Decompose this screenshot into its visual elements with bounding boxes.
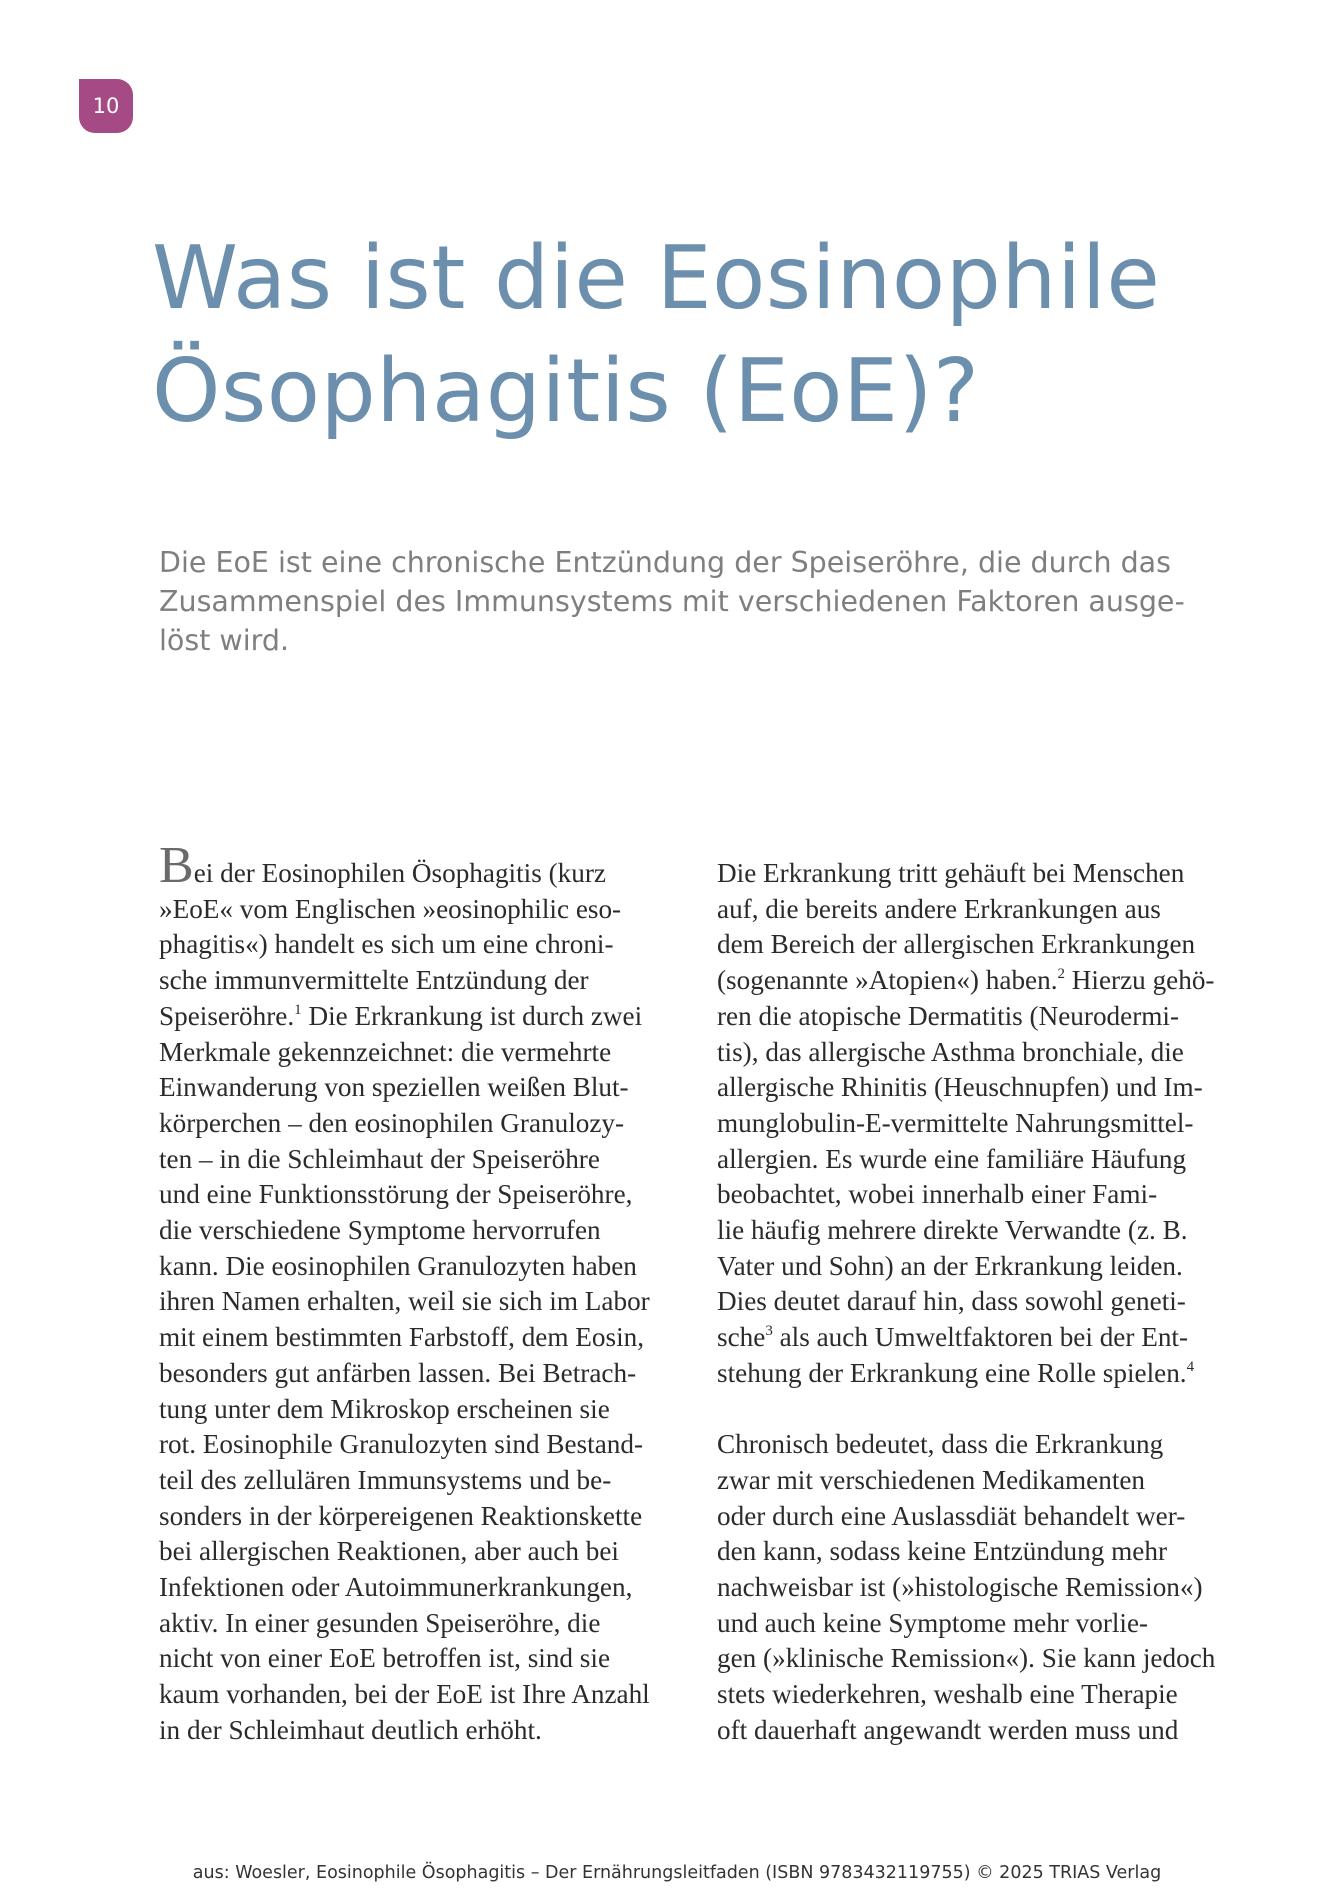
body-line: Einwanderung von speziellen weißen Blut- bbox=[159, 1072, 629, 1103]
body-line: nicht von einer EoE betroffen ist, sind sie bbox=[159, 1643, 611, 1674]
body-line: Bei der Eosinophilen Ösophagitis (kurz bbox=[159, 837, 606, 894]
body-line: auf, die bereits andere Erkrankungen aus bbox=[717, 893, 1161, 924]
body-line: stehung der Erkrankung eine Rolle spielen.$^4$ bbox=[717, 1357, 1195, 1388]
body-line: kaum vorhanden, bei der EoE ist Ihre Anzahl bbox=[159, 1679, 650, 1710]
page-number-badge: 10 bbox=[79, 79, 133, 133]
body-line: mit einem bestimmten Farbstoff, dem Eosin, bbox=[159, 1322, 645, 1353]
body-line: ren die atopische Dermatitis (Neurodermi- bbox=[717, 1000, 1180, 1031]
body-line: sche$^3$ als auch Umweltfaktoren bei der Ent- bbox=[717, 1322, 1189, 1353]
body-line: (sogenannte »Atopien«) haben.$^2$ Hierzu gehö- bbox=[717, 965, 1215, 996]
page-title bbox=[152, 222, 1252, 448]
body-line: stets wiederkehren, weshalb eine Therapie bbox=[717, 1679, 1178, 1710]
body-line: Dies deutet darauf hin, dass sowohl geneti- bbox=[717, 1286, 1186, 1317]
paragraph-gap bbox=[717, 1392, 1237, 1428]
body-line: in der Schleimhaut deutlich erhöht. bbox=[159, 1714, 542, 1745]
body-line: munglobulin-E-vermittelte Nahrungsmittel- bbox=[717, 1107, 1194, 1138]
body-line: »EoE« vom Englischen »eosinophilic eso- bbox=[159, 893, 622, 924]
body-line: Chronisch bedeutet, dass die Erkrankung bbox=[717, 1429, 1164, 1460]
body-line: gen (»klinische Remission«). Sie kann jedoch bbox=[717, 1643, 1216, 1674]
lead-paragraph bbox=[159, 543, 1219, 660]
body-line: ihren Namen erhalten, weil sie sich im Labor bbox=[159, 1286, 650, 1317]
body-line: besonders gut anfärben lassen. Bei Betrach- bbox=[159, 1357, 637, 1388]
body-line: Infektionen oder Autoimmunerkrankungen, bbox=[159, 1572, 633, 1603]
title-line-1: Was ist die Eosinophile bbox=[152, 227, 1161, 329]
lead-line-3: löst wird. bbox=[159, 624, 290, 657]
footnote-ref: 4 bbox=[1186, 1358, 1195, 1375]
body-line: tis), das allergische Asthma bronchiale, die bbox=[717, 1036, 1184, 1067]
body-line: Vater und Sohn) an der Erkrankung leiden. bbox=[717, 1250, 1183, 1281]
body-line: dem Bereich der allergischen Erkrankungen bbox=[717, 929, 1196, 960]
lead-line-1: Die EoE ist eine chronische Entzündung der Speiseröhre, die durch das bbox=[159, 546, 1171, 579]
source-footer: aus: Woesler, Eosinophile Ösophagitis – Der Ernährungsleitfaden (ISBN 9783432119755) © 2025 TRIAS Verlag bbox=[192, 1863, 1162, 1883]
lead-line-2: Zusammenspiel des Immunsystems mit verschiedenen Faktoren ausge- bbox=[159, 585, 1185, 618]
body-line: aktiv. In einer gesunden Speiseröhre, die bbox=[159, 1607, 601, 1638]
body-line: bei allergischen Reaktionen, aber auch bei bbox=[159, 1536, 619, 1567]
body-line: beobachtet, wobei innerhalb einer Fami- bbox=[717, 1179, 1158, 1210]
body-line: ten – in die Schleimhaut der Speiseröhre bbox=[159, 1143, 600, 1174]
footnote-ref: 3 bbox=[765, 1323, 773, 1340]
body-line: kann. Die eosinophilen Granulozyten haben bbox=[159, 1250, 637, 1281]
body-line: körperchen – den eosinophilen Granulozy- bbox=[159, 1107, 625, 1138]
title-line-2: Ösophagitis (EoE)? bbox=[152, 340, 980, 442]
body-line: zwar mit verschiedenen Medikamenten bbox=[717, 1464, 1146, 1495]
body-line: Speiseröhre.$^1$ Die Erkrankung ist durch zwei bbox=[159, 1000, 643, 1031]
body-line: allergische Rhinitis (Heuschnupfen) und Im- bbox=[717, 1072, 1203, 1103]
body-line: und auch keine Symptome mehr vorlie- bbox=[717, 1607, 1149, 1638]
body-line: den kann, sodass keine Entzündung mehr bbox=[717, 1536, 1168, 1567]
body-line: tung unter dem Mikroskop erscheinen sie bbox=[159, 1393, 610, 1424]
body-line: sche immunvermittelte Entzündung der bbox=[159, 965, 589, 996]
footnote-ref: 2 bbox=[1057, 966, 1065, 983]
body-line: allergien. Es wurde eine familiäre Häufung bbox=[717, 1143, 1187, 1174]
body-line: und eine Funktionsstörung der Speiseröhre, bbox=[159, 1179, 633, 1210]
body-line: teil des zellulären Immunsystems und be- bbox=[159, 1464, 612, 1495]
footnote-ref: 1 bbox=[294, 1001, 302, 1018]
body-line: phagitis«) handelt es sich um eine chroni- bbox=[159, 929, 614, 960]
body-line: nachweisbar ist (»histologische Remission«) bbox=[717, 1572, 1203, 1603]
body-line: Die Erkrankung tritt gehäuft bei Menschen bbox=[717, 858, 1185, 888]
body-line: oder durch eine Auslassdiät behandelt wer- bbox=[717, 1500, 1186, 1531]
body-column-right bbox=[717, 856, 1237, 1749]
body-line: rot. Eosinophile Granulozyten sind Bestand- bbox=[159, 1429, 643, 1460]
body-line: die verschiedene Symptome hervorrufen bbox=[159, 1215, 601, 1246]
body-line: oft dauerhaft angewandt werden muss und bbox=[717, 1714, 1179, 1745]
drop-cap: B bbox=[159, 837, 194, 894]
body-column-left bbox=[159, 837, 679, 1749]
body-line: Merkmale gekennzeichnet: die vermehrte bbox=[159, 1036, 612, 1067]
body-line: sonders in der körpereigenen Reaktionskette bbox=[159, 1500, 643, 1531]
body-line: lie häufig mehrere direkte Verwandte (z. B. bbox=[717, 1215, 1188, 1246]
